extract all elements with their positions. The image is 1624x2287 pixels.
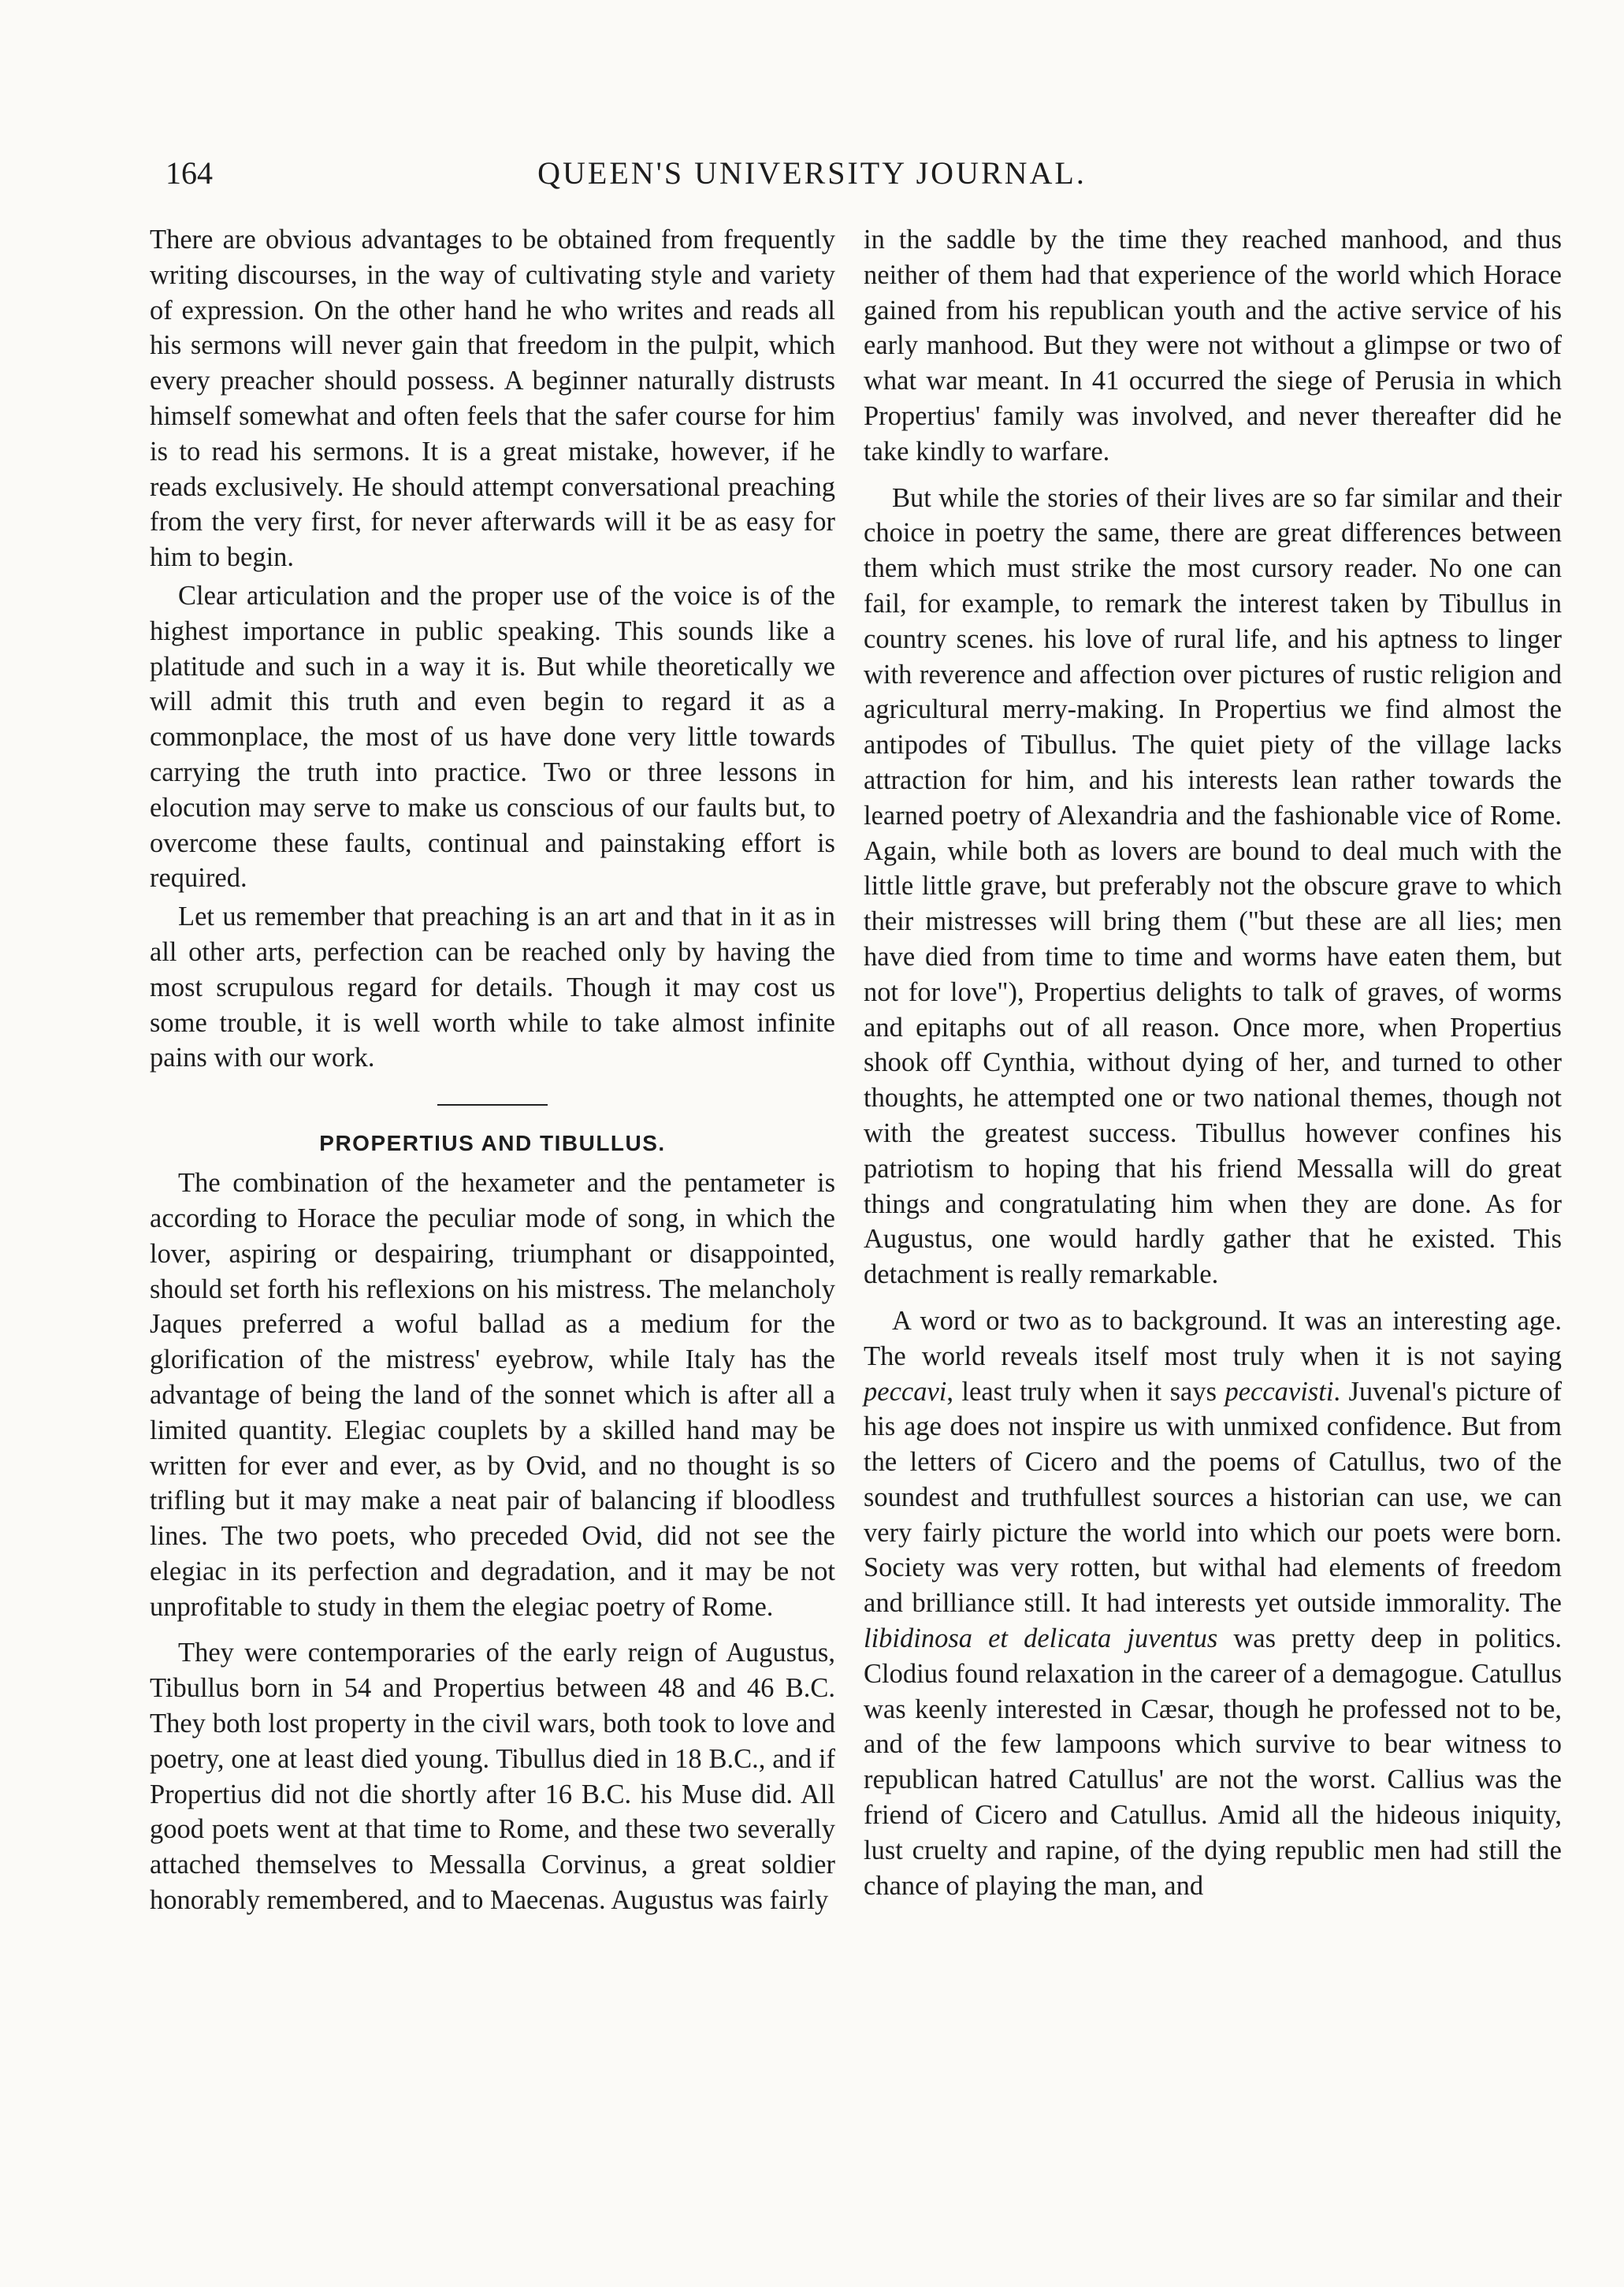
background-text-1: A word or two as to background. It was an interesting age. The world reveals itself most truly when it is not saying: [864, 1305, 1562, 1371]
paragraph-differences: But while the stories of their lives are so far similar and their choice in poetry the same, there are great differences between them which must strike the most cursory reader. No one can fail, for example, to remark the interest taken by Tibullus in country scenes. his love of rural life, and his aptness to linger with reverence and affection over pictures of rustic religion and agricultural merry-making. In Propertius we find almost the antipodes of Tibullus. The quiet piety of the village lacks attraction for him, and his interests lean rather towards the learned poetry of Alexandria and the fashionable vice of Rome. Again, while both as lovers are bound to deal much with the little little grave, but preferably not the obscure grave to which their mistresses will bring them ("but these are all lies; men have died from time to time and worms have eaten them, but not for love"), Propertius delights to talk of graves, of worms and epitaphs out of all reason. Once more, when Propertius shook off Cynthia, without dying of her, and turned to other thoughts, he attempted one or two national themes, though not with the greatest success. Tibullus however confines his patriotism to hoping that his friend Messalla will do great things and congratulating him when they are done. As for Augustus, one would hardly gather that he existed. This detachment is really remarkable.: [864, 482, 1562, 1290]
background-text-2: , least truly when it says: [946, 1376, 1225, 1407]
latin-phrase: libidinosa et delicata juventus: [864, 1623, 1218, 1654]
paragraph-articulation: Clear articulation and the proper use of the voice is of the highest importance in public speaking. This sounds like a platitude and such in a way it is. But while theoretically we will admit this truth and even begin to regard it as a commonplace, the most of us have done very little towards carrying the truth into practice. Two or three lessons in elocution may serve to make us conscious of our faults but, to overcome these faults, continual and painstaking effort is required.: [150, 580, 835, 894]
paragraph-background: [864, 1303, 1562, 1904]
paragraph-saddle: in the saddle by the time they reached manhood, and thus neither of them had that experience of the world which Horace gained from his republican youth and the active service of his early manhood. But they were not without a glimpse or two of what war meant. In 41 occurred the siege of Perusia in which Propertius' family was involved, and never thereafter did he take kindly to warfare.: [864, 225, 1562, 467]
latin-peccavisti: peccavisti: [1225, 1376, 1334, 1407]
background-text-3: . Juvenal's picture of his age does not inspire us with unmixed confidence. But from the letters of Cicero and the poems of Catullus, two of the soundest and truthfullest sources a historian can use, we can very fairly picture the world into which our poets were born. Society was very rotten, but withal had elements of freedom and brilliance still. It had interests yet outside immorality. The: [864, 1376, 1562, 1619]
page-header: [0, 154, 1624, 210]
latin-peccavi: peccavi: [864, 1376, 947, 1407]
paragraph-advantages: There are obvious advantages to be obtained from frequently writing discourses, in the way of cultivating style and variety of expression. On the other hand he who writes and reads all his sermons will never gain that freedom in the pulpit, which every preacher should possess. A beginner naturally distrusts himself somewhat and often feels that the safer course for him is to read his sermons. It is a great mistake, however, if he reads exclusively. He should attempt conversational preaching from the very first, for never afterwards will it be as easy for him to begin.: [150, 225, 835, 573]
section-heading: PROPERTIUS AND TIBULLUS.: [319, 1131, 666, 1156]
paragraph-elegiac: The combination of the hexameter and the pentameter is according to Horace the peculiar mode of song, in which the lover, aspiring or despairing, triumphant or disappointed, should set forth his reflexions on his mistress. The melancholy Jaques preferred a woful ballad as a medium for the glorification of the mistress' eyebrow, while Italy has the advantage of being the land of the sonnet which is after all a limited quantity. Elegiac couplets by a skilled hand may be written for ever and ever, as by Ovid, and no thought is so trifling but it may make a neat pair of balancing if bloodless lines. The two poets, who preceded Ovid, did not see the elegiac in its perfection and degradation, and it may be not unprofitable to study in them the elegiac poetry of Rome.: [150, 1168, 835, 1622]
background-text-4: was pretty deep in politics. Clodius found relaxation in the career of a demagogue. Catullus was keenly interested in Cæsar, though he professed not to be, and of the few lampoons which survive to bear witness to republican hatred Catullus' are not the worst. Callius was the friend of Cicero and Catullus. Amid all the hideous iniquity, lust cruelty and rapine, of the dying republic men had still the chance of playing the man, and: [864, 1623, 1562, 1901]
left-column: [150, 222, 835, 1918]
paragraph-preaching-art: Let us remember that preaching is an art and that in it as in all other arts, perfection can be reached only by having the most scrupulous regard for details. Though it may cost us some trouble, it is well worth while to take almost infinite pains with our work.: [150, 902, 835, 1073]
paragraph-contemporaries: They were contemporaries of the early reign of Augustus, Tibullus born in 54 and Propertius between 48 and 46 B.C. They both lost property in the civil wars, both took to love and poetry, one at least died young. Tibullus died in 18 B.C., and if Propertius did not die shortly after 16 B.C. his Muse did. All good poets went at that time to Rome, and these two severally attached themselves to Messalla Corvinus, a great soldier honorably remembered, and to Maecenas. Augustus was fairly: [150, 1638, 835, 1916]
page-number: 164: [165, 155, 213, 191]
section-divider: [437, 1104, 548, 1106]
right-column: [864, 222, 1562, 1903]
journal-title: QUEEN'S UNIVERSITY JOURNAL.: [537, 155, 1087, 191]
